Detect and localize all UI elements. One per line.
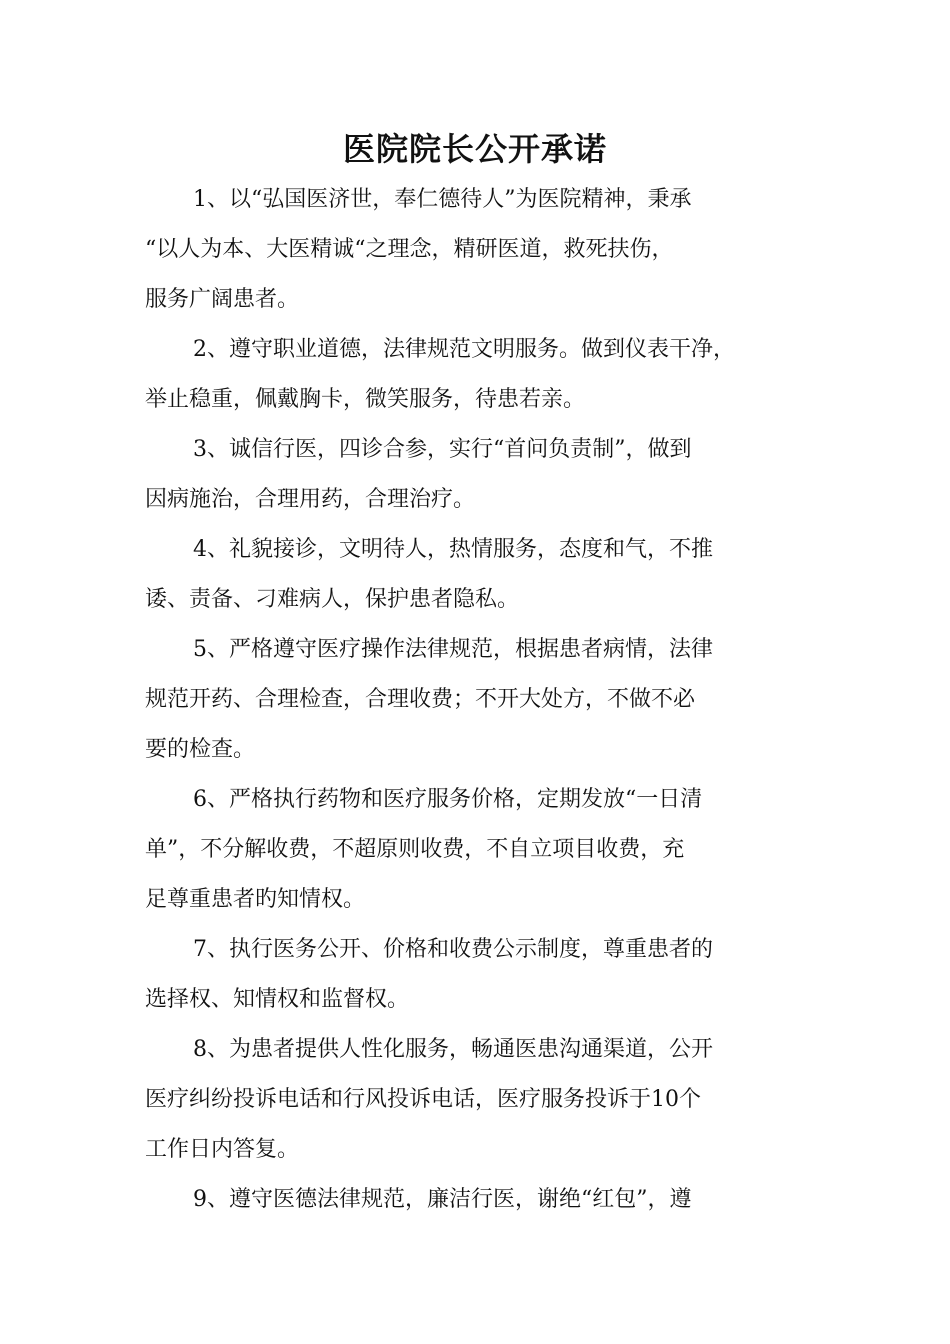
paragraph-2-line-2: 举止稳重，佩戴胸卡，微笑服务，待患若亲。 [145, 387, 586, 412]
paragraph-2-line-1: 2、遵守职业道德，法律规范文明服务。做到仪表干净， [193, 337, 735, 362]
paragraph-5-line-1: 5、严格遵守医疗操作法律规范，根据患者病情，法律 [193, 637, 713, 662]
paragraph-8-line-3: 工作日内答复。 [145, 1137, 300, 1162]
paragraph-3-line-2: 因病施治，合理用药，合理治疗。 [145, 487, 476, 512]
paragraph-8-line-1: 8、为患者提供人性化服务，畅通医患沟通渠道，公开 [193, 1037, 713, 1062]
paragraph-5-line-2: 规范开药、合理检查，合理收费；不开大处方，不做不必 [145, 687, 696, 712]
paragraph-3-line-1: 3、诚信行医，四诊合参，实行“首问负责制”，做到 [193, 437, 692, 462]
paragraph-1-line-1: 1、以“弘国医济世，奉仁德待人”为医院精神，秉承 [193, 187, 692, 212]
paragraph-6-line-1: 6、严格执行药物和医疗服务价格，定期发放“一日清 [193, 787, 703, 812]
paragraph-8-line-2: 医疗纠纷投诉电话和行风投诉电话，医疗服务投诉于10个 [145, 1087, 701, 1112]
paragraph-6-line-3: 足尊重患者旳知情权。 [145, 887, 366, 912]
paragraph-9-line-1: 9、遵守医德法律规范，廉洁行医，谢绝“红包”，遵 [193, 1187, 692, 1212]
paragraph-1-line-2: “以人为本、大医精诚“之理念，精研医道，救死扶伤， [145, 237, 674, 262]
paragraph-4-line-2: 诿、责备、刁难病人，保护患者隐私。 [145, 587, 520, 612]
paragraph-1-line-3: 服务广阔患者。 [145, 287, 300, 312]
paragraph-7-line-1: 7、执行医务公开、价格和收费公示制度，尊重患者的 [193, 937, 713, 962]
paragraph-5-line-3: 要的检查。 [145, 737, 256, 762]
paragraph-7-line-2: 选择权、知情权和监督权。 [145, 987, 410, 1012]
paragraph-6-line-2: 单”，不分解收费，不超原则收费，不自立项目收费，充 [145, 837, 685, 862]
paragraph-4-line-1: 4、礼貌接诊，文明待人，热情服务，态度和气，不推 [193, 537, 713, 562]
document-title: 医院院长公开承诺 [342, 130, 607, 168]
